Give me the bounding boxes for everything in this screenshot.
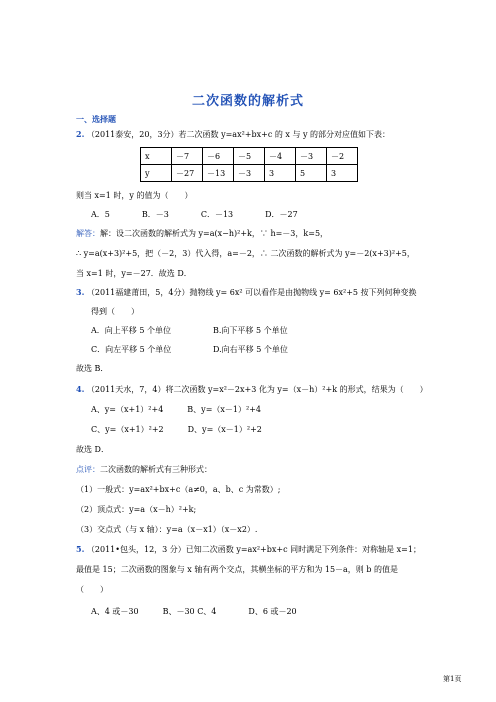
- table-cell: x: [141, 148, 172, 165]
- q3-stem-line-2: 得到（ ）: [91, 307, 139, 316]
- page-number: 第1页: [443, 675, 462, 683]
- q4-options-ab: A、y=（x+1）²+4 B、y=（x－1）²+4: [91, 405, 262, 414]
- table-cell: －4: [265, 148, 296, 165]
- q3-option-b: B.向下平移 5 个单位: [213, 326, 288, 335]
- q5-number: 5.: [76, 544, 85, 554]
- q2-answer-line-3: 当 x=1 时，y=－27．故选 D．: [76, 269, 192, 278]
- q5-options: A、4 或－30 B、－30 C、4 D、6 或－20: [91, 607, 297, 616]
- table-row: [141, 165, 358, 182]
- table-cell: －3: [234, 165, 265, 182]
- table-cell: 3: [265, 165, 296, 182]
- table-cell: 5: [296, 165, 327, 182]
- q4-form-3: （3）交点式（与 x 轴）：y=a（x－x1）（x－x2）.: [76, 525, 258, 534]
- q2-answer-label: 解答：: [76, 229, 100, 238]
- q4-form-2: （2）顶点式：y=a（x－h）²+k;: [76, 505, 197, 514]
- q2-value-table: [140, 147, 358, 182]
- q2-question: 则当 x=1 时，y 的值为（ ）: [76, 191, 193, 200]
- page-title: 二次函数的解析式: [191, 94, 304, 109]
- q4-stem: （2011天水，7，4）将二次函数 y=x²－2x+3 化为 y=（x－h）²+k 的形式，结果为（ ）: [86, 385, 428, 394]
- q5-stem-line-3: （ ）: [76, 585, 108, 594]
- q4-form-1: （1）一般式：y=ax²+bx+c（a≠0，a、b、c 为常数）;: [76, 485, 281, 494]
- q2-stem-line: [76, 129, 390, 140]
- q2-stem: （2011泰安，20，3分）若二次函数 y=ax²+bx+c 的 x 与 y 的部分对应值如下表：: [86, 130, 391, 139]
- table-cell: y: [141, 165, 172, 182]
- q2-number: 2.: [76, 129, 85, 139]
- table-cell: －27: [172, 165, 203, 182]
- q4-comment: 二次函数的解析式有三种形式：: [100, 465, 212, 474]
- table-row: [141, 148, 358, 165]
- q2-options: A．5 B．－3 C．－13 D．－27: [91, 210, 298, 219]
- q4-answer: 故选 D．: [76, 445, 109, 454]
- q4-stem-line: [76, 384, 428, 395]
- q3-answer: 故选 B．: [76, 364, 109, 373]
- q2-answer-line-2: ∴ y=a(x+3)²+5，把（－2，3）代入得，a=－2，∴ 二次函数的解析式为 y=－2(x+3)²+5，: [76, 249, 415, 258]
- table-cell: －7: [172, 148, 203, 165]
- q5-stem-line-2: 最值是 15；二次函数的图象与 x 轴有两个交点，其横坐标的平方和为 15－a，则 b 的值是: [76, 565, 399, 574]
- table-cell: －13: [203, 165, 234, 182]
- q3-stem-line-1: [76, 287, 417, 298]
- q5-stem: （2011•包头，12，3 分）已知二次函数 y=ax²+bx+c 同时满足下列条件：对称轴是 x=1；: [86, 545, 421, 554]
- q2-answer-line-1: [76, 228, 328, 239]
- table-cell: －5: [234, 148, 265, 165]
- q3-option-a: A．向上平移 5 个单位: [91, 326, 171, 335]
- table-cell: －2: [327, 148, 358, 165]
- q3-option-d: D.向右平移 5 个单位: [213, 345, 288, 354]
- q2-answer-text: 解：设二次函数的解析式为 y=a(x−h)²+k，∵ h=－3，k=5，: [100, 229, 329, 238]
- section-heading: 一、选择题: [76, 115, 116, 124]
- table-cell: －3: [296, 148, 327, 165]
- table-cell: 3: [327, 165, 358, 182]
- q5-stem-line-1: [76, 544, 421, 555]
- q4-number: 4.: [76, 384, 85, 394]
- q4-comment-line: [76, 464, 212, 475]
- q3-option-c: C．向左平移 5 个单位: [91, 345, 172, 354]
- q4-options-cd: C、y=（x+1）²+2 D、y=（x－1）²+2: [91, 425, 262, 434]
- table-cell: －6: [203, 148, 234, 165]
- q4-comment-label: 点评：: [76, 465, 100, 474]
- q3-stem: （2011福建莆田，5，4分）抛物线 y= 6x² 可以看作是由抛物线 y= 6x²+5 按下列何种变换: [86, 288, 417, 297]
- q3-number: 3.: [76, 287, 85, 297]
